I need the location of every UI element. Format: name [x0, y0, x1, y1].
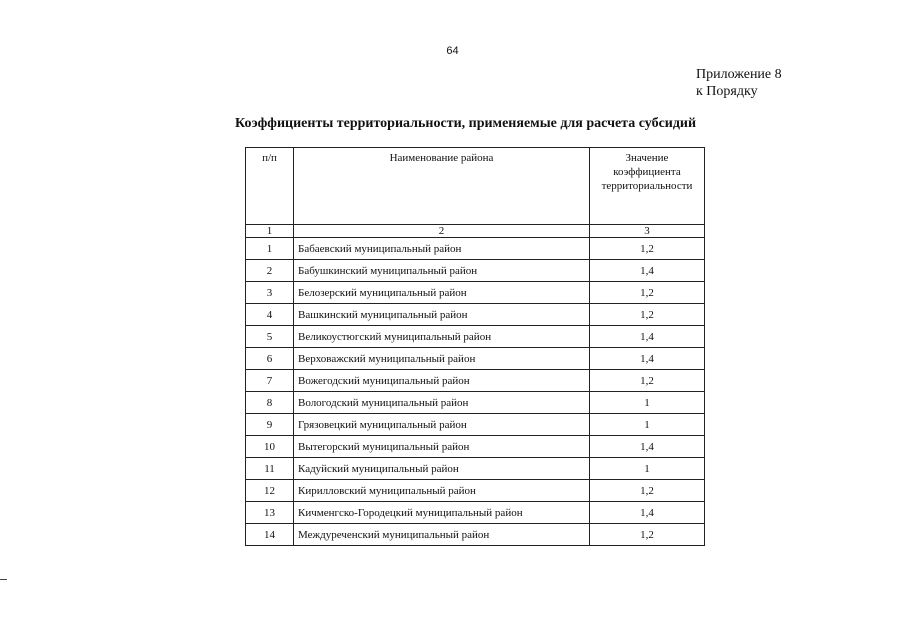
row-number: 8 [246, 392, 294, 414]
table-row [246, 348, 705, 370]
district-name: Бабаевский муниципальный район [294, 238, 590, 260]
district-name: Грязовецкий муниципальный район [294, 414, 590, 436]
table-row [246, 392, 705, 414]
row-number: 2 [246, 260, 294, 282]
district-name: Вологодский муниципальный район [294, 392, 590, 414]
coefficient-value: 1,4 [590, 348, 705, 370]
table-row [246, 414, 705, 436]
table-row [246, 458, 705, 480]
document-title: Коэффициенты территориальности, применяемые для расчета субсидий [235, 116, 697, 131]
table-row [246, 260, 705, 282]
coefficient-value: 1,2 [590, 238, 705, 260]
district-name: Кадуйский муниципальный район [294, 458, 590, 480]
appendix-line-1: Приложение 8 [696, 67, 782, 82]
row-number: 5 [246, 326, 294, 348]
column-number-2: 2 [294, 225, 590, 238]
district-name: Междуреченский муниципальный район [294, 524, 590, 546]
column-number-1: 1 [246, 225, 294, 238]
appendix-reference [696, 66, 782, 100]
coefficients-table [245, 147, 705, 546]
header-number: п/п [246, 148, 294, 225]
coefficient-value: 1,2 [590, 282, 705, 304]
row-number: 9 [246, 414, 294, 436]
coefficient-value: 1,4 [590, 502, 705, 524]
coefficient-value: 1,2 [590, 524, 705, 546]
header-district-name: Наименование района [294, 148, 590, 225]
district-name: Вашкинский муниципальный район [294, 304, 590, 326]
row-number: 4 [246, 304, 294, 326]
table-body [246, 148, 705, 546]
table-header-row [246, 148, 705, 225]
coefficient-value: 1,4 [590, 260, 705, 282]
row-number: 12 [246, 480, 294, 502]
row-number: 1 [246, 238, 294, 260]
row-number: 3 [246, 282, 294, 304]
table-row [246, 282, 705, 304]
page-number: 64 [446, 45, 459, 57]
table-row [246, 326, 705, 348]
coefficient-value: 1 [590, 392, 705, 414]
row-number: 10 [246, 436, 294, 458]
table-row [246, 480, 705, 502]
row-number: 13 [246, 502, 294, 524]
row-number: 14 [246, 524, 294, 546]
district-name: Верховажский муниципальный район [294, 348, 590, 370]
coefficient-value: 1,2 [590, 370, 705, 392]
district-name: Кичменгско-Городецкий муниципальный район [294, 502, 590, 524]
table-row [246, 238, 705, 260]
district-name: Вытегорский муниципальный район [294, 436, 590, 458]
coefficient-value: 1,2 [590, 304, 705, 326]
coefficient-value: 1 [590, 458, 705, 480]
header-coefficient: Значение коэффициента территориальности [590, 148, 705, 225]
column-numbers-row [246, 225, 705, 238]
coefficient-value: 1,4 [590, 326, 705, 348]
row-number: 6 [246, 348, 294, 370]
column-number-3: 3 [590, 225, 705, 238]
district-name: Бабушкинский муниципальный район [294, 260, 590, 282]
table-row [246, 304, 705, 326]
table-row [246, 436, 705, 458]
edge-mark [0, 579, 7, 580]
district-name: Белозерский муниципальный район [294, 282, 590, 304]
table-row [246, 524, 705, 546]
district-name: Кирилловский муниципальный район [294, 480, 590, 502]
table-row [246, 370, 705, 392]
table-row [246, 502, 705, 524]
coefficient-value: 1,4 [590, 436, 705, 458]
coefficient-value: 1 [590, 414, 705, 436]
row-number: 11 [246, 458, 294, 480]
district-name: Великоустюгский муниципальный район [294, 326, 590, 348]
appendix-line-2: к Порядку [696, 84, 758, 99]
coefficient-value: 1,2 [590, 480, 705, 502]
row-number: 7 [246, 370, 294, 392]
district-name: Вожегодский муниципальный район [294, 370, 590, 392]
